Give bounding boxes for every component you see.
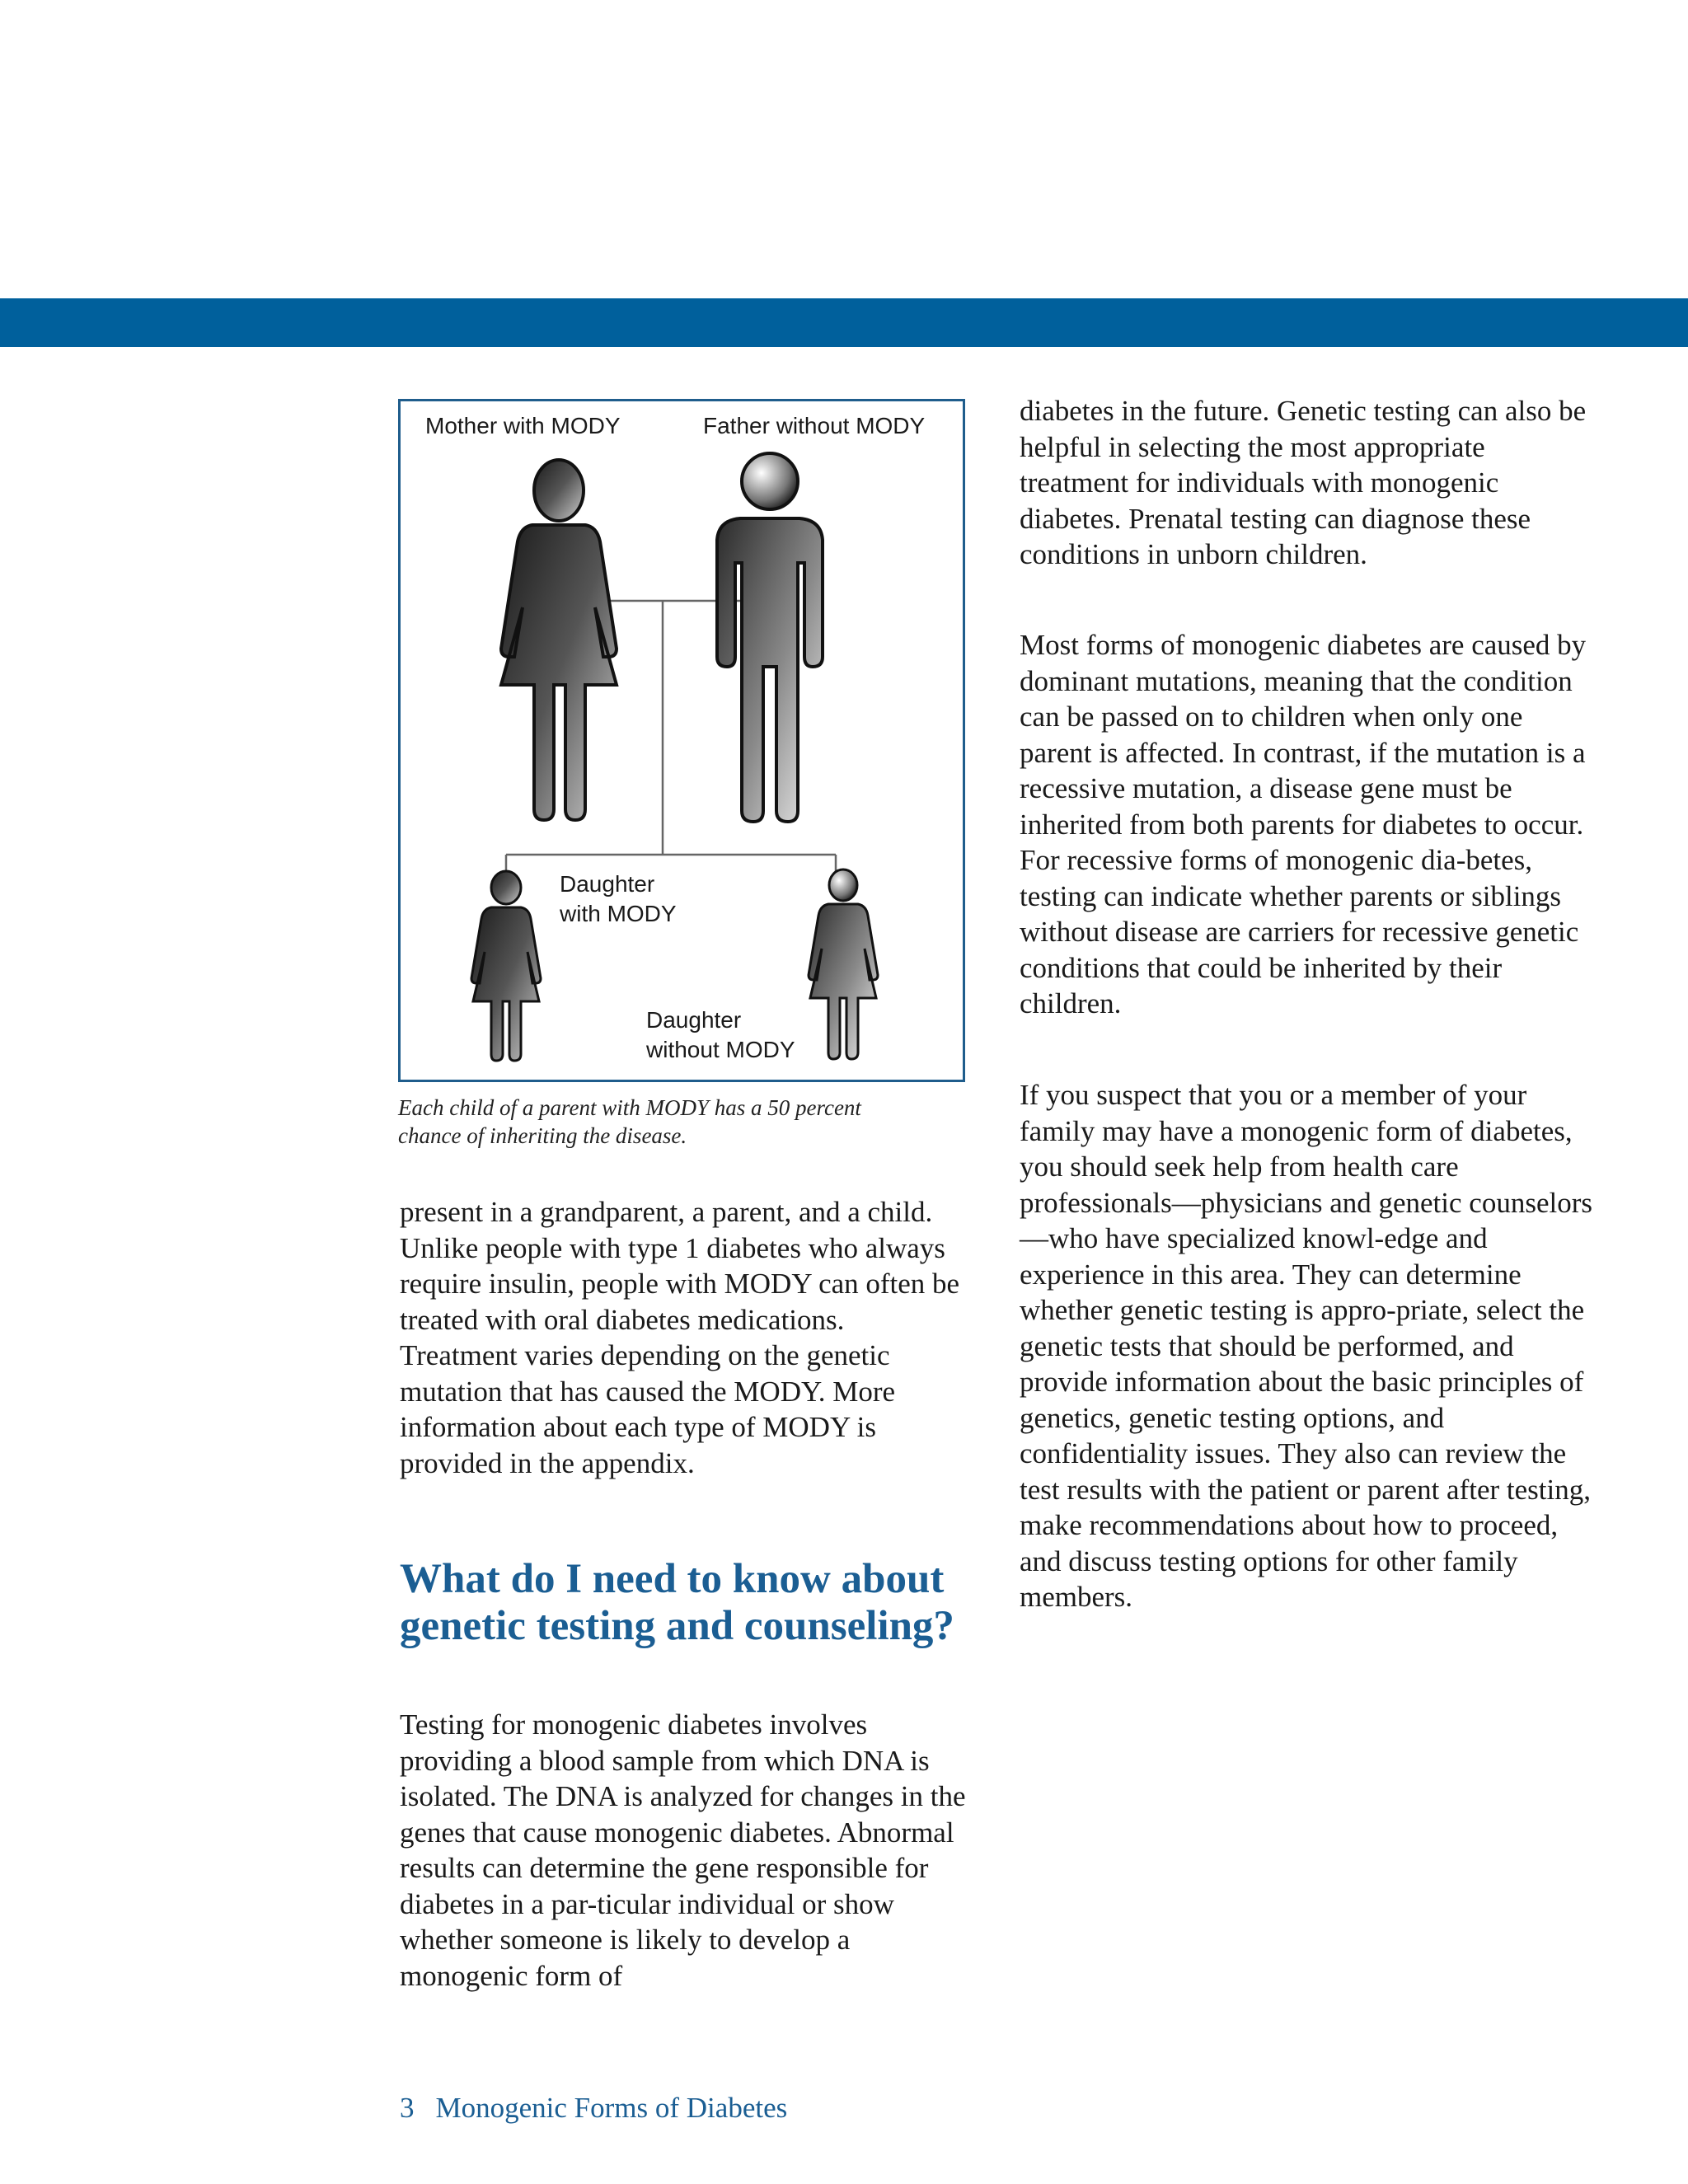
left-paragraph-2: Testing for monogenic diabetes involves providing a blood sample from which DNA is isolated. The DNA is analyzed for changes in the genes that cause monogenic diabetes. Abnormal results can determine the gene responsible for diabetes in a par-ticular individual or show whether someone is likely to develop a monogenic form of [400,1708,966,1992]
right-paragraph-3: If you suspect that you or a member of your family may have a monogenic form of diabetes, you should seek help from health care professionals—physicians and genetic counselors—who have specialized knowl-edge and experience in this area. They can determine whether genetic testing is appro-priate, select the genetic tests that should be performed, and provide information about the basic principles of genetics, genetic testing options, and confidentiality issues. They also can review the test results with the patient or parent after testing, make recommendations about how to proceed, and discuss testing options for other family members. [1020,1079,1592,1613]
section-heading: What do I need to know about genetic testing and counseling? [400,1556,954,1649]
page-footer [400,2092,787,2125]
figure-caption: Each child of a parent with MODY has a 50 percent chance of inheriting the disease. [398,1095,861,1148]
pedigree-illustration [401,401,963,1080]
left-paragraph-1: present in a grandparent, a parent, and a child. Unlike people with type 1 diabetes who always require insulin, people with MODY can often be treated with oral diabetes medications. Treatment varies depending on the genetic mutation that has caused the MODY. More information about each type of MODY is provided in the appendix. [400,1196,960,1479]
mother-figure [501,460,617,820]
label-daughter-with-mody: Daughter with MODY [560,871,677,926]
right-paragraph-2: Most forms of monogenic diabetes are caused by dominant mutations, meaning that the condition can be passed on to children when only one parent is affected. In contrast, if the mutation is a recessive mutation, a disease gene must be inherited from both parents for diabetes to occur. For recessive forms of monogenic dia-betes, testing can indicate whether parents or siblings without disease are carriers for recessive genetic conditions that could be inherited by their children. [1020,629,1587,1019]
label-mother: Mother with MODY [425,413,621,438]
label-father: Father without MODY [703,413,926,438]
publication-title: Monogenic Forms of Diabetes [435,2092,788,2124]
father-figure [717,453,823,822]
label-daughter-without-mody: Daughter without MODY [646,1007,795,1062]
daughter-with-mody-figure [471,871,541,1061]
daughter-without-mody-figure [809,869,878,1059]
family-tree-figure [398,399,965,1082]
header-band [0,298,1688,347]
right-paragraph-1: diabetes in the future. Genetic testing can also be helpful in selecting the most appropriate treatment for individuals with monogenic diabetes. Prenatal testing can diagnose these conditions in unborn children. [1020,395,1587,570]
page-number: 3 [400,2092,415,2124]
